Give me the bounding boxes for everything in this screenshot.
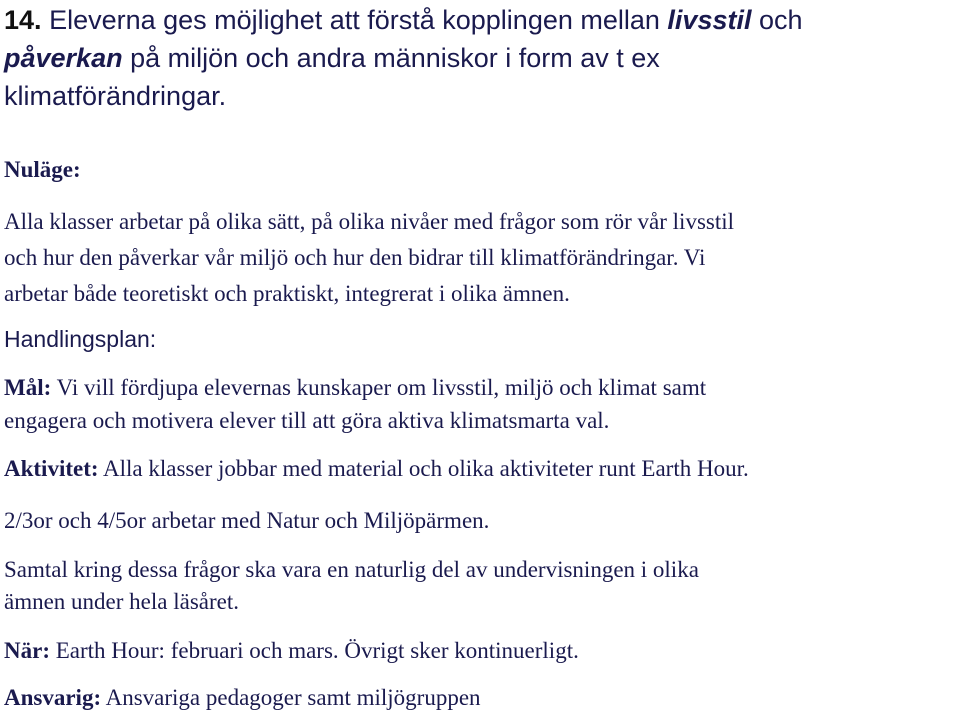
ansvarig-line: [4, 682, 481, 714]
mal-label: Mål:: [4, 375, 52, 400]
nar-text: Earth Hour: februari och mars. Övrigt sker kontinuerligt.: [49, 638, 579, 663]
nar-label: När:: [4, 638, 50, 663]
item-emphasis-livsstil: livsstil: [667, 5, 752, 35]
item-title-line-3: [4, 78, 226, 114]
item-text: på miljön och andra människor i form av t ex: [122, 43, 660, 73]
aktivitet-line: [4, 453, 749, 485]
mal-line-1: [4, 372, 706, 404]
aktivitet-label: Aktivitet:: [4, 456, 99, 481]
item-number: 14.: [4, 5, 42, 35]
mal-line-2: engagera och motivera elever till att göra aktiva klimatsmarta val.: [4, 408, 610, 433]
nulage-paragraph-line: arbetar både teoretiskt och praktiskt, integrerat i olika ämnen.: [4, 281, 570, 306]
grades-line: 2/3or och 4/5or arbetar med Natur och Miljöpärmen.: [4, 508, 490, 533]
ansvarig-label: Ansvarig:: [4, 685, 102, 710]
nulage-paragraph-line: Alla klasser arbetar på olika sätt, på olika nivåer med frågor som rör vår livsstil: [4, 209, 735, 234]
item-text: Eleverna ges möjlighet att förstå kopplingen mellan: [49, 5, 668, 35]
nulage-heading: Nuläge:: [4, 157, 81, 182]
samtal-line-2: ämnen under hela läsåret.: [4, 589, 239, 614]
samtal-line-1: Samtal kring dessa frågor ska vara en naturlig del av undervisningen i olika: [4, 557, 699, 582]
handlingsplan-heading: Handlingsplan:: [4, 326, 157, 352]
item-title-line-1: [4, 2, 803, 38]
nulage-paragraph-line: och hur den påverkar vår miljö och hur den bidrar till klimatförändringar. Vi: [4, 245, 706, 270]
item-emphasis-paverkan: påverkan: [4, 43, 123, 73]
item-title-line-2: [4, 40, 660, 76]
item-text: och: [751, 5, 803, 35]
item-text: klimatförändringar.: [4, 81, 227, 111]
ansvarig-text: Ansvariga pedagoger samt miljögruppen: [101, 685, 481, 710]
mal-text: Vi vill fördjupa elevernas kunskaper om livsstil, miljö och klimat samt: [51, 375, 707, 400]
aktivitet-text: Alla klasser jobbar med material och olika aktiviteter runt Earth Hour.: [98, 456, 749, 481]
nar-line: [4, 635, 579, 667]
